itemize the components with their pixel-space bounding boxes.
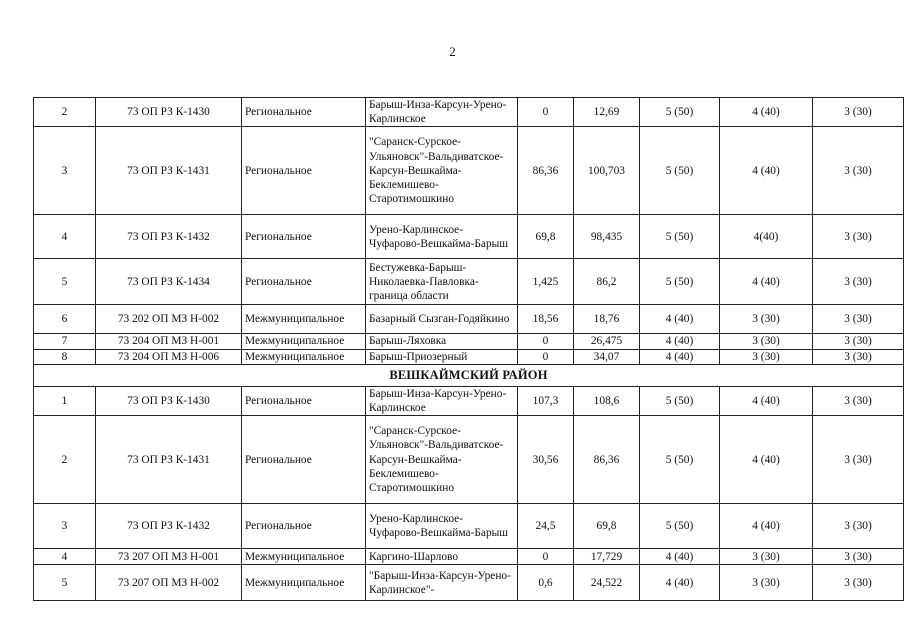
road-significance: Региональное	[242, 386, 366, 415]
table-row	[34, 549, 904, 565]
category-2: 4 (40)	[720, 416, 813, 504]
table-row	[34, 259, 904, 305]
road-name: Барыш-Инза-Карсун-Урено-Карлинское	[366, 386, 518, 415]
road-significance: Региональное	[242, 215, 366, 259]
row-number: 6	[34, 305, 96, 334]
road-code: 73 202 ОП МЗ Н-002	[96, 305, 242, 334]
district-header-row	[34, 364, 904, 386]
road-name: Барыш-Инза-Карсун-Урено-Карлинское	[366, 98, 518, 127]
road-code: 73 204 ОП МЗ Н-001	[96, 334, 242, 349]
road-significance: Региональное	[242, 504, 366, 549]
road-significance: Межмуниципальное	[242, 305, 366, 334]
road-code: 73 ОП РЗ К-1432	[96, 215, 242, 259]
category-1: 4 (40)	[640, 349, 720, 364]
km-start: 69,8	[518, 215, 574, 259]
category-3: 3 (30)	[813, 334, 904, 349]
km-start: 86,36	[518, 127, 574, 215]
km-end: 26,475	[574, 334, 640, 349]
table-row	[34, 215, 904, 259]
category-1: 5 (50)	[640, 127, 720, 215]
road-significance: Межмуниципальное	[242, 565, 366, 601]
km-start: 0,6	[518, 565, 574, 601]
km-end: 98,435	[574, 215, 640, 259]
category-3: 3 (30)	[813, 416, 904, 504]
km-start: 1,425	[518, 259, 574, 305]
category-1: 5 (50)	[640, 259, 720, 305]
road-significance: Региональное	[242, 127, 366, 215]
road-code: 73 ОП РЗ К-1432	[96, 504, 242, 549]
category-3: 3 (30)	[813, 215, 904, 259]
km-start: 24,5	[518, 504, 574, 549]
table-row	[34, 416, 904, 504]
road-name: Урено-Карлинское-Чуфарово-Вешкайма-Барыш	[366, 215, 518, 259]
km-start: 0	[518, 349, 574, 364]
road-name: Каргино-Шарлово	[366, 549, 518, 565]
km-end: 17,729	[574, 549, 640, 565]
km-end: 86,2	[574, 259, 640, 305]
row-number: 1	[34, 386, 96, 415]
category-2: 4(40)	[720, 215, 813, 259]
roads-table	[33, 97, 904, 601]
road-significance: Межмуниципальное	[242, 549, 366, 565]
category-2: 3 (30)	[720, 334, 813, 349]
page-number: 2	[449, 44, 456, 59]
category-1: 5 (50)	[640, 416, 720, 504]
row-number: 8	[34, 349, 96, 364]
row-number: 7	[34, 334, 96, 349]
km-start: 0	[518, 549, 574, 565]
road-code: 73 ОП РЗ К-1431	[96, 416, 242, 504]
km-end: 24,522	[574, 565, 640, 601]
km-start: 30,56	[518, 416, 574, 504]
road-name: "Саранск-Сурское-Ульяновск"-Вальдиватское-Карсун-Вешкайма-Беклемишево-Старотимошкино	[366, 127, 518, 215]
road-significance: Региональное	[242, 98, 366, 127]
category-2: 4 (40)	[720, 259, 813, 305]
row-number: 2	[34, 98, 96, 127]
category-2: 3 (30)	[720, 305, 813, 334]
category-1: 4 (40)	[640, 305, 720, 334]
road-name: Барыш-Приозерный	[366, 349, 518, 364]
category-2: 4 (40)	[720, 127, 813, 215]
category-3: 3 (30)	[813, 549, 904, 565]
row-number: 3	[34, 127, 96, 215]
road-name: Бестужевка-Барыш-Николаевка-Павловка-граница области	[366, 259, 518, 305]
km-end: 69,8	[574, 504, 640, 549]
row-number: 5	[34, 565, 96, 601]
km-end: 100,703	[574, 127, 640, 215]
road-code: 73 204 ОП МЗ Н-006	[96, 349, 242, 364]
table-row	[34, 98, 904, 127]
category-1: 4 (40)	[640, 565, 720, 601]
category-2: 4 (40)	[720, 386, 813, 415]
table-row	[34, 127, 904, 215]
road-name: Базарный Сызган-Годяйкино	[366, 305, 518, 334]
table-row	[34, 334, 904, 349]
table-row	[34, 565, 904, 601]
road-code: 73 ОП РЗ К-1430	[96, 98, 242, 127]
row-number: 2	[34, 416, 96, 504]
row-number: 5	[34, 259, 96, 305]
category-1: 5 (50)	[640, 215, 720, 259]
category-2: 3 (30)	[720, 549, 813, 565]
km-start: 0	[518, 98, 574, 127]
km-end: 34,07	[574, 349, 640, 364]
road-code: 73 207 ОП МЗ Н-001	[96, 549, 242, 565]
road-code: 73 ОП РЗ К-1430	[96, 386, 242, 415]
road-code: 73 ОП РЗ К-1434	[96, 259, 242, 305]
district-title: ВЕШКАЙМСКИЙ РАЙОН	[34, 364, 904, 386]
table-row	[34, 504, 904, 549]
km-end: 108,6	[574, 386, 640, 415]
table-row	[34, 386, 904, 415]
category-3: 3 (30)	[813, 98, 904, 127]
category-3: 3 (30)	[813, 386, 904, 415]
row-number: 4	[34, 549, 96, 565]
table-row	[34, 305, 904, 334]
category-2: 3 (30)	[720, 565, 813, 601]
category-1: 4 (40)	[640, 334, 720, 349]
row-number: 3	[34, 504, 96, 549]
category-3: 3 (30)	[813, 305, 904, 334]
category-3: 3 (30)	[813, 504, 904, 549]
road-name: "Барыш-Инза-Карсун-Урено-Карлинское"-	[366, 565, 518, 601]
category-1: 5 (50)	[640, 504, 720, 549]
category-3: 3 (30)	[813, 565, 904, 601]
category-2: 4 (40)	[720, 98, 813, 127]
road-significance: Межмуниципальное	[242, 334, 366, 349]
road-significance: Межмуниципальное	[242, 349, 366, 364]
category-1: 5 (50)	[640, 98, 720, 127]
road-code: 73 207 ОП МЗ Н-002	[96, 565, 242, 601]
road-name: "Саранск-Сурское-Ульяновск"-Вальдиватское-Карсун-Вешкайма-Беклемишево-Старотимошкино	[366, 416, 518, 504]
road-name: Барыш-Ляховка	[366, 334, 518, 349]
road-name: Урено-Карлинское-Чуфарово-Вешкайма-Барыш	[366, 504, 518, 549]
road-code: 73 ОП РЗ К-1431	[96, 127, 242, 215]
km-end: 18,76	[574, 305, 640, 334]
category-1: 5 (50)	[640, 386, 720, 415]
category-2: 4 (40)	[720, 504, 813, 549]
km-end: 86,36	[574, 416, 640, 504]
road-significance: Региональное	[242, 416, 366, 504]
category-1: 4 (40)	[640, 549, 720, 565]
road-significance: Региональное	[242, 259, 366, 305]
km-start: 107,3	[518, 386, 574, 415]
category-3: 3 (30)	[813, 259, 904, 305]
row-number: 4	[34, 215, 96, 259]
category-3: 3 (30)	[813, 349, 904, 364]
km-end: 12,69	[574, 98, 640, 127]
table-row	[34, 349, 904, 364]
km-start: 18,56	[518, 305, 574, 334]
km-start: 0	[518, 334, 574, 349]
category-3: 3 (30)	[813, 127, 904, 215]
category-2: 3 (30)	[720, 349, 813, 364]
